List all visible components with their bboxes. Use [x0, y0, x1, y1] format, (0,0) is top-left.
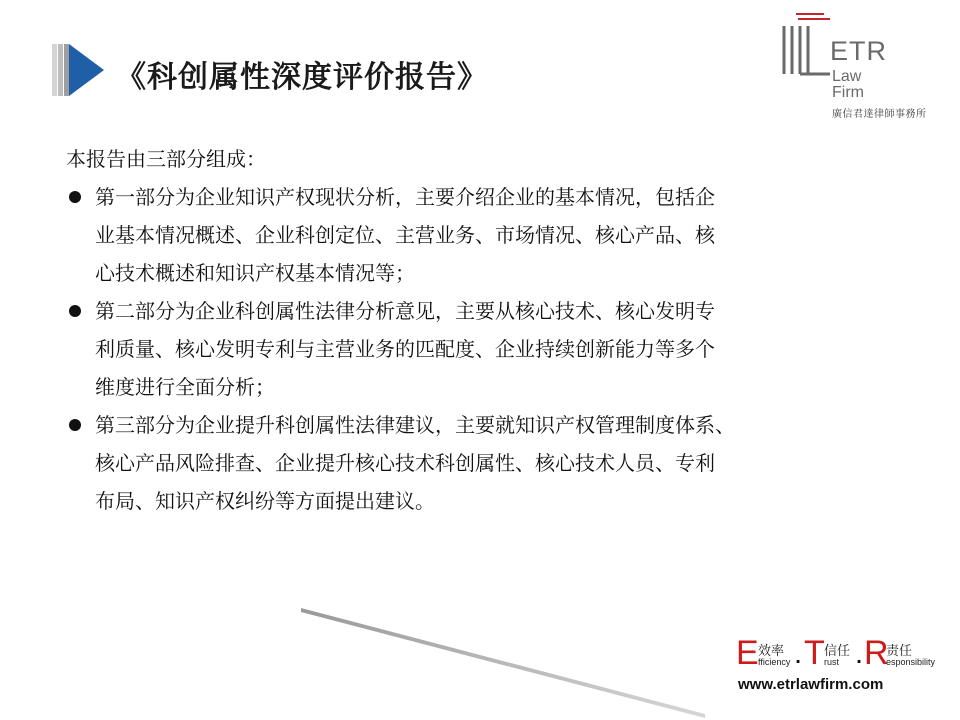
bullet-line: 维度进行全面分析；	[95, 375, 275, 399]
report-description	[66, 140, 876, 520]
slogan-separator: .	[856, 648, 863, 667]
slogan-r-chinese: 责任	[886, 644, 913, 659]
triangle-arrow-icon	[52, 44, 104, 96]
website-url: www.etrlawfirm.com	[738, 676, 884, 693]
bullet-line: 业基本情况概述、企业科创定位、主营业务、市场情况、核心产品、核	[95, 223, 715, 247]
slogan	[736, 636, 946, 672]
logo-firm-text: Firm	[832, 84, 864, 101]
bullet-line: 布局、知识产权纠纷等方面提出建议。	[95, 489, 435, 513]
slogan-e-english: fficiency	[758, 657, 791, 667]
bullet-line: 第一部分为企业知识产权现状分析，主要介绍企业的基本情况，包括企	[95, 185, 715, 209]
decorative-diagonal-line	[295, 600, 715, 720]
slogan-t-letter: T	[804, 634, 825, 672]
page-title: 《科创属性深度评价报告》	[116, 60, 488, 95]
slogan-r-english: esponsibility	[886, 657, 936, 667]
bullet-item-part-2	[66, 292, 876, 406]
intro-text: 本报告由三部分组成：	[66, 147, 266, 171]
bullet-icon	[69, 305, 81, 317]
bullet-icon	[69, 191, 81, 203]
bullet-icon	[69, 419, 81, 431]
logo-chinese-name: 廣信君達律師事務所	[832, 109, 927, 120]
etr-logo-icon	[780, 12, 836, 82]
bullet-item-part-3	[66, 406, 876, 520]
bullet-line: 第三部分为企业提升科创属性法律建议，主要就知识产权管理制度体系、	[95, 413, 735, 437]
logo-etr-text: ETR	[830, 36, 887, 66]
bullet-line: 核心产品风险排查、企业提升核心技术科创属性、核心技术人员、专利	[95, 451, 715, 475]
bullet-line: 第二部分为企业科创属性法律分析意见，主要从核心技术、核心发明专	[95, 299, 715, 323]
firm-logo	[780, 12, 950, 122]
bullet-item-part-1	[66, 178, 876, 292]
slogan-r-letter: R	[864, 634, 889, 672]
bullet-line: 心技术概述和知识产权基本情况等；	[95, 261, 415, 285]
slogan-e-chinese: 效率	[758, 644, 785, 659]
slogan-separator: .	[795, 648, 802, 667]
slogan-t-english: rust	[824, 657, 840, 667]
bullet-list	[66, 178, 876, 520]
logo-law-text: Law	[832, 68, 862, 85]
bullet-line: 利质量、核心发明专利与主营业务的匹配度、企业持续创新能力等多个	[95, 337, 715, 361]
slogan-e-letter: E	[736, 634, 759, 672]
slogan-t-chinese: 信任	[824, 644, 851, 659]
